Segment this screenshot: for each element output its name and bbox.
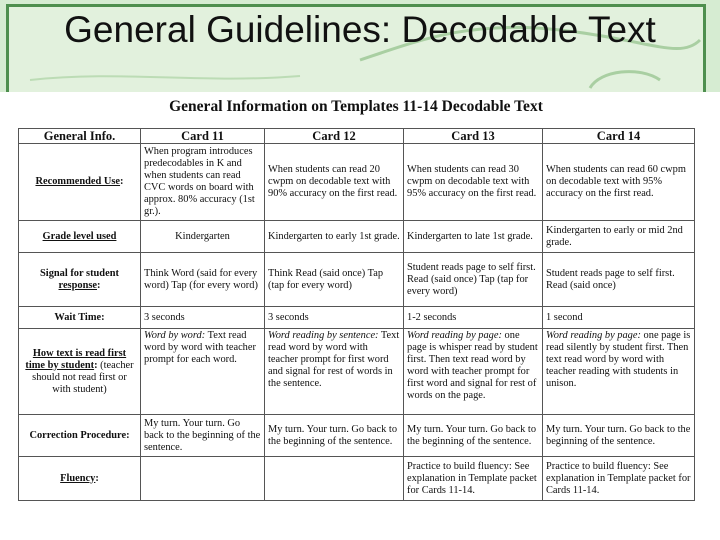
row-label xyxy=(19,457,141,501)
row-label-suffix: : xyxy=(94,359,98,371)
table-cell: My turn. Your turn. Go back to the beginning of the sentence. xyxy=(543,415,695,457)
table-cell: Student reads page to self first. Read (said once) xyxy=(543,253,695,307)
row-label-text: Fluency xyxy=(60,472,96,484)
table-cell: When program introduces predecodables in K and when students can read CVC words on board with approx. 80% accuracy (1st gr.). xyxy=(141,144,265,221)
row-label: Correction Procedure: xyxy=(19,415,141,457)
cell-lead: Word reading by page: xyxy=(407,330,502,341)
row-label xyxy=(19,253,141,307)
table-cell xyxy=(543,329,695,415)
row-label-text: Signal for student xyxy=(40,267,119,279)
table-cell: My turn. Your turn. Go back to the beginning of the sentence. xyxy=(265,415,404,457)
slide-title xyxy=(0,2,720,58)
row-label xyxy=(19,329,141,415)
table-cell: When students can read 60 cwpm on decodable text with 95% accuracy on the first read. xyxy=(543,144,695,221)
table-cell: Kindergarten to late 1st grade. xyxy=(404,221,543,253)
table-cell: 1 second xyxy=(543,307,695,329)
cell-text: Text read word by word with teacher prompt for each word. xyxy=(144,330,256,365)
table-row xyxy=(19,307,695,329)
cell-text: Text read word by word with teacher prompt for first word and signal for rest of words in the sentence. xyxy=(268,330,400,389)
row-label-text: How text is read first xyxy=(32,347,127,359)
scanned-document xyxy=(18,96,694,524)
row-label-text: Grade level used xyxy=(42,230,117,242)
slide-title-text: General Guidelines: Decodable Text xyxy=(64,9,656,50)
table-cell: Student reads page to self first. Read (said once) Tap (tap for every word) xyxy=(404,253,543,307)
column-header: Card 11 xyxy=(141,129,265,144)
row-label-text: Recommended Use xyxy=(35,176,121,187)
table-row xyxy=(19,253,695,307)
table-cell: Think Word (said for every word) Tap (for every word) xyxy=(141,253,265,307)
table-cell: 1-2 seconds xyxy=(404,307,543,329)
table-cell: 3 seconds xyxy=(141,307,265,329)
column-header: Card 12 xyxy=(265,129,404,144)
row-label-suffix: : xyxy=(97,279,101,291)
table-cell xyxy=(404,329,543,415)
column-header: Card 13 xyxy=(404,129,543,144)
guidelines-table xyxy=(18,128,695,501)
cell-text: one page is whisper read by student first. Then text read word by word with teacher prompt for first word and signal for rest of words on the page. xyxy=(407,330,538,401)
table-cell xyxy=(265,457,404,501)
row-label-suffix: : xyxy=(120,176,124,187)
table-cell: When students can read 30 cwpm on decodable text with 95% accuracy on the first read. xyxy=(404,144,543,221)
table-row xyxy=(19,457,695,501)
cell-lead: Word by word: xyxy=(144,330,206,341)
row-label-suffix: : xyxy=(95,472,99,484)
slide-header xyxy=(0,0,720,92)
row-label xyxy=(19,144,141,221)
table-cell: Kindergarten xyxy=(141,221,265,253)
table-cell: Practice to build fluency: See explanation in Template packet for Cards 11-14. xyxy=(404,457,543,501)
cell-lead: Word reading by sentence: xyxy=(268,330,379,341)
table-cell: Kindergarten to early 1st grade. xyxy=(265,221,404,253)
table-cell: Think Read (said once) Tap (tap for every word) xyxy=(265,253,404,307)
cell-text: one page is read silently by student first. Then text read word by word with teacher reading with students in unison. xyxy=(546,330,691,389)
row-label: Wait Time: xyxy=(19,307,141,329)
column-header: General Info. xyxy=(19,129,141,144)
row-label-text: time by student xyxy=(25,359,95,371)
document-title: General Information on Templates 11-14 Decodable Text xyxy=(169,98,543,115)
table-row xyxy=(19,144,695,221)
table-cell: My turn. Your turn. Go back to the beginning of the sentence. xyxy=(141,415,265,457)
table-header-row xyxy=(19,129,695,144)
table-row xyxy=(19,329,695,415)
table-cell: Kindergarten to early or mid 2nd grade. xyxy=(543,221,695,253)
row-label-text: response xyxy=(58,279,98,291)
row-label xyxy=(19,221,141,253)
column-header: Card 14 xyxy=(543,129,695,144)
table-cell xyxy=(265,329,404,415)
table-cell xyxy=(141,329,265,415)
table-cell: When students can read 20 cwpm on decodable text with 90% accuracy on the first read. xyxy=(265,144,404,221)
table-row xyxy=(19,221,695,253)
cell-lead: Word reading by page: xyxy=(546,330,641,341)
table-cell: My turn. Your turn. Go back to the beginning of the sentence. xyxy=(404,415,543,457)
table-row xyxy=(19,415,695,457)
row-label-note: (teacher should not read first or with student) xyxy=(32,359,134,395)
table-cell: Practice to build fluency: See explanation in Template packet for Cards 11-14. xyxy=(543,457,695,501)
table-cell: 3 seconds xyxy=(265,307,404,329)
table-cell xyxy=(141,457,265,501)
